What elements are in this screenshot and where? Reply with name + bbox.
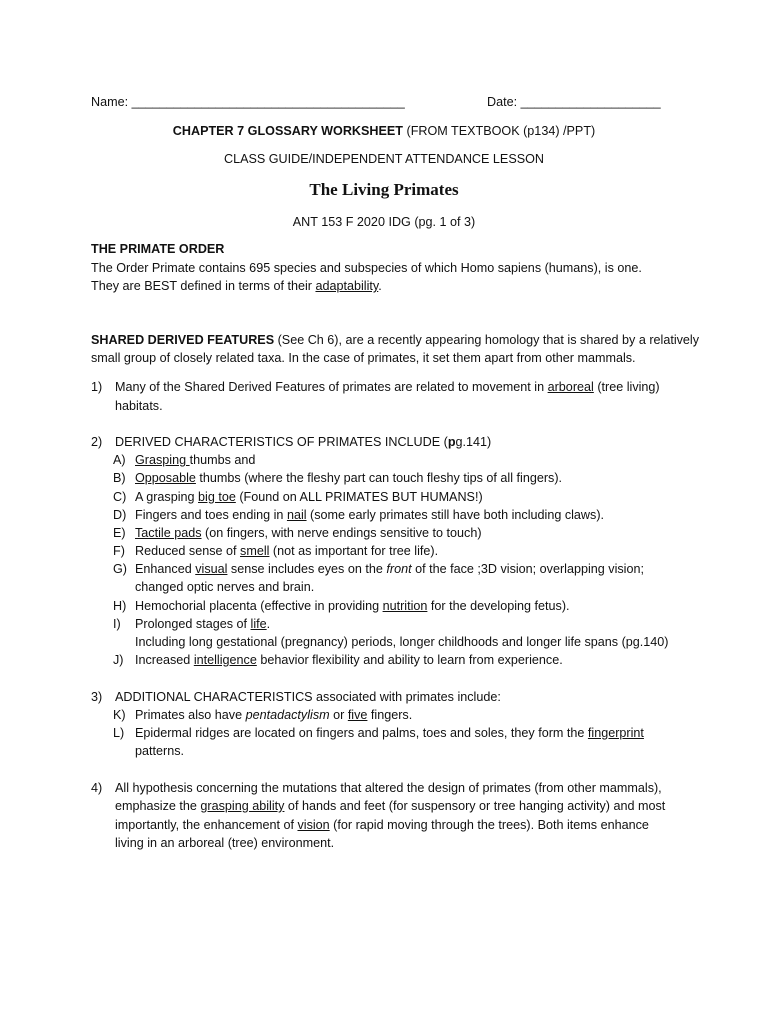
page-title: The Living Primates xyxy=(309,180,459,199)
item-2-J-letter: J) xyxy=(113,653,124,667)
item-4-line1 xyxy=(91,779,662,797)
item-2-F-letter: F) xyxy=(113,544,125,558)
item-2-A-letter: A) xyxy=(113,453,126,467)
term-five: five xyxy=(347,708,368,722)
term-arboreal: arboreal xyxy=(547,380,594,394)
item-2-E-rest: (on fingers, with nerve endings sensitive to touch) xyxy=(201,526,482,540)
term-adaptability: adaptability xyxy=(315,279,379,293)
term-grasping-ability: grasping ability xyxy=(200,799,285,813)
item-4-line3 xyxy=(115,816,649,834)
term-intelligence: intelligence xyxy=(193,653,257,667)
item-2-G xyxy=(113,560,644,578)
term-tactile-pads: Tactile pads xyxy=(135,526,202,540)
primate-order-line2-pre: They are BEST defined in terms of their xyxy=(91,279,316,293)
item-4-line3-post: (for rapid moving through the trees). Both items enhance xyxy=(329,818,649,832)
term-vision: vision xyxy=(297,818,330,832)
term-grasping: Grasping xyxy=(135,453,190,467)
class-guide-line: CLASS GUIDE/INDEPENDENT ATTENDANCE LESSON xyxy=(223,152,545,166)
item-2-number: 2) xyxy=(91,435,103,449)
item-3-heading-text: ADDITIONAL CHARACTERISTICS associated with primates include: xyxy=(115,690,501,704)
worksheet-heading xyxy=(0,122,768,140)
item-2-C-rest: (Found on ALL PRIMATES BUT HUMANS!) xyxy=(235,490,483,504)
item-1-pre: Many of the Shared Derived Features of primates are related to movement in xyxy=(115,380,548,394)
item-2-I-rest: . xyxy=(266,617,271,631)
item-3-K-letter: K) xyxy=(113,708,126,722)
item-2-G-rest: of the face ;3D vision; overlapping vision; xyxy=(411,562,644,576)
item-4-line2-post: of hands and feet (for suspensory or tree hanging activity) and most xyxy=(284,799,666,813)
item-3-number: 3) xyxy=(91,690,103,704)
shared-line1-rest: (See Ch 6), are a recently appearing homology that is shared by a relatively xyxy=(274,333,700,347)
item-2-H-pre: Hemochorial placenta (effective in providing xyxy=(135,599,383,613)
term-pentadactylism: pentadactylism xyxy=(245,708,330,722)
primate-order-line2-post: . xyxy=(378,279,382,293)
item-2-A-rest: thumbs and xyxy=(189,453,256,467)
primate-order-heading-text: THE PRIMATE ORDER xyxy=(91,242,225,256)
item-2-I xyxy=(113,615,270,633)
item-2-H-rest: for the developing fetus). xyxy=(427,599,570,613)
term-nail: nail xyxy=(286,508,307,522)
item-3-heading xyxy=(91,688,501,706)
worksheet-heading-bold: CHAPTER 7 GLOSSARY WORKSHEET xyxy=(172,124,403,138)
term-life: life xyxy=(250,617,267,631)
item-2-J-rest: behavior flexibility and ability to learn from experience. xyxy=(256,653,563,667)
item-2-G-italic: front xyxy=(386,562,412,576)
item-2-C xyxy=(113,488,483,506)
item-2-H xyxy=(113,597,570,615)
term-fingerprint: fingerprint xyxy=(587,726,644,740)
item-1-line2: habitats. xyxy=(115,399,163,413)
item-3-L-line2: patterns. xyxy=(135,744,185,758)
item-2-G-letter: G) xyxy=(113,562,127,576)
worksheet-heading-rest: (FROM TEXTBOOK (p134) /PPT) xyxy=(403,124,596,138)
shared-line2: small group of closely related taxa. In the case of primates, it set them apart from other mammals. xyxy=(91,351,636,365)
item-3-L xyxy=(113,724,644,742)
item-3-K xyxy=(113,706,412,724)
term-smell: smell xyxy=(240,544,270,558)
item-2-heading-post: g.141) xyxy=(455,435,492,449)
item-3-K-rest: fingers. xyxy=(367,708,413,722)
item-2-B-rest: thumbs (where the fleshy part can touch fleshy tips of all fingers). xyxy=(195,471,563,485)
item-2-G-line2: changed optic nerves and brain. xyxy=(135,580,315,594)
item-2-H-letter: H) xyxy=(113,599,127,613)
item-3-L-letter: L) xyxy=(113,726,125,740)
item-2-E-letter: E) xyxy=(113,526,126,540)
item-2-B-letter: B) xyxy=(113,471,126,485)
item-2-heading xyxy=(91,433,491,451)
item-2-F xyxy=(113,542,438,560)
shared-heading: SHARED DERIVED FEATURES xyxy=(91,333,275,347)
item-2-D-pre: Fingers and toes ending in xyxy=(135,508,287,522)
item-2-B xyxy=(113,469,562,487)
term-nutrition: nutrition xyxy=(382,599,428,613)
item-2-I-pre: Prolonged stages of xyxy=(135,617,251,631)
item-2-E xyxy=(113,524,482,542)
item-3-L-pre: Epidermal ridges are located on fingers and palms, toes and soles, they form the xyxy=(135,726,588,740)
item-3-K-mid: or xyxy=(329,708,348,722)
item-2-G-mid: sense includes eyes on the xyxy=(227,562,387,576)
item-2-J xyxy=(113,651,563,669)
item-2-F-pre: Reduced sense of xyxy=(135,544,241,558)
name-blank[interactable]: _______________________________________ xyxy=(131,95,405,109)
item-1-line1 xyxy=(91,378,660,396)
item-2-I-letter: I) xyxy=(113,617,121,631)
term-visual: visual xyxy=(195,562,228,576)
item-4-number: 4) xyxy=(91,781,103,795)
item-2-C-pre: A grasping xyxy=(135,490,199,504)
item-2-D-rest: (some early primates still have both including claws). xyxy=(306,508,605,522)
item-2-heading-pre: DERIVED CHARACTERISTICS OF PRIMATES INCLUDE ( xyxy=(115,435,448,449)
primate-order-heading xyxy=(91,240,224,258)
date-line xyxy=(487,93,661,111)
name-line xyxy=(91,93,405,111)
item-4-line1-text: All hypothesis concerning the mutations that altered the design of primates (from other mammals), xyxy=(115,781,662,795)
primate-order-line2 xyxy=(91,277,382,295)
item-2-J-pre: Increased xyxy=(135,653,194,667)
item-2-I-line2: Including long gestational (pregnancy) periods, longer childhoods and longer life spans (pg.140) xyxy=(135,635,669,649)
shared-line1 xyxy=(91,331,699,349)
item-3-K-pre: Primates also have xyxy=(135,708,246,722)
name-label: Name: xyxy=(91,95,129,109)
date-blank[interactable]: ____________________ xyxy=(520,95,661,109)
item-4-line4: living in an arboreal (tree) environment. xyxy=(115,836,335,850)
item-2-D xyxy=(113,506,604,524)
item-2-A xyxy=(113,451,255,469)
term-big-toe: big toe xyxy=(198,490,236,504)
item-4-line3-pre: importantly, the enhancement of xyxy=(115,818,298,832)
course-subtitle: ANT 153 F 2020 IDG (pg. 1 of 3) xyxy=(292,215,476,229)
primate-order-line1: The Order Primate contains 695 species and subspecies of which Homo sapiens (humans), is one. xyxy=(91,261,642,275)
item-2-heading-bold: p xyxy=(447,435,456,449)
term-opposable: Opposable xyxy=(135,471,196,485)
date-label: Date: xyxy=(487,95,518,109)
item-4-line2-pre: emphasize the xyxy=(115,799,201,813)
item-4-line2 xyxy=(115,797,665,815)
item-2-C-letter: C) xyxy=(113,490,127,504)
item-1-number: 1) xyxy=(91,380,103,394)
item-2-G-pre: Enhanced xyxy=(135,562,196,576)
item-2-F-rest: (not as important for tree life). xyxy=(269,544,439,558)
item-2-D-letter: D) xyxy=(113,508,127,522)
item-1-post: (tree living) xyxy=(593,380,660,394)
